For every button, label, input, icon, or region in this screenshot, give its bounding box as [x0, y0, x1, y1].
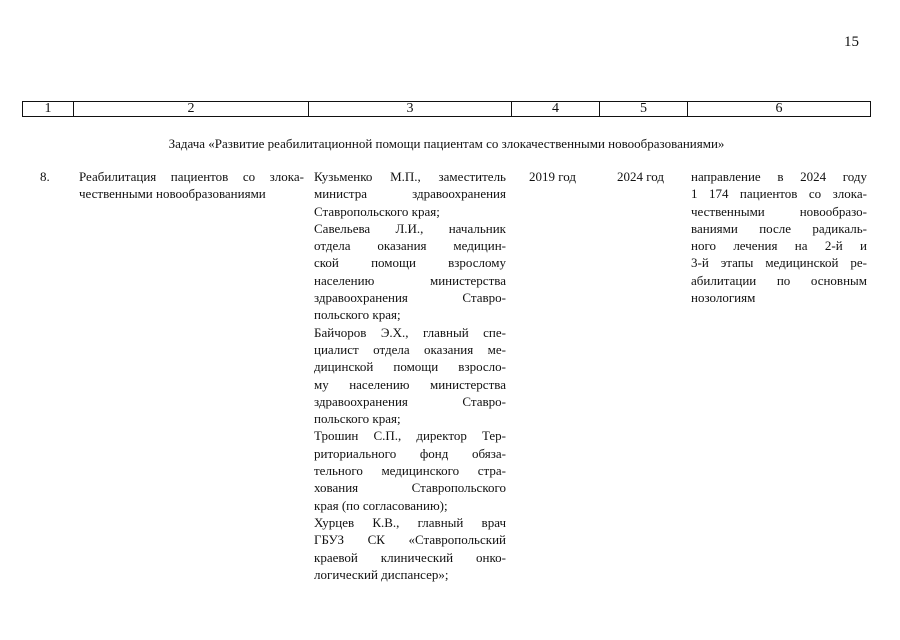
responsible-line: риториального фонд обяза-	[314, 445, 506, 461]
responsible-line: отдела оказания медицин-	[314, 238, 506, 254]
result-line: ваниями после радикаль-	[691, 220, 867, 236]
result-line: ного лечения на 2-й и	[691, 238, 867, 254]
responsible-line: циалист отдела оказания ме-	[314, 341, 506, 357]
responsible-line: Савельева Л.И., начальник	[314, 220, 506, 236]
responsible-persons	[314, 168, 506, 583]
responsible-line: ской помощи взрослому	[314, 255, 506, 271]
responsible-line: края (по согласованию);	[314, 497, 448, 513]
responsible-line: му населению министерства	[314, 376, 506, 392]
responsible-line: польского края;	[314, 411, 401, 427]
responsible-line: здравоохранения Ставро-	[314, 290, 506, 306]
responsible-line: Кузьменко М.П., заместитель	[314, 169, 506, 184]
header-column-2: 2	[74, 102, 309, 116]
responsible-line: Трошин С.П., директор Тер-	[314, 428, 506, 444]
result-line: абилитации по основным	[691, 272, 867, 288]
responsible-line: ГБУЗ СК «Ставропольский	[314, 532, 506, 548]
header-column-3: 3	[309, 102, 512, 116]
result-line: нозологиям	[691, 290, 756, 306]
responsible-line: краевой клинический онко-	[314, 549, 506, 565]
task-title: Задача «Развитие реабилитационной помощи пациентам со злокачественными новообразованиями»	[168, 136, 725, 151]
column-number-header	[22, 101, 871, 117]
result-line: 1 174 пациентов со злока-	[691, 186, 867, 202]
header-column-1: 1	[23, 102, 74, 116]
start-date: 2019 год	[529, 169, 576, 184]
measure-name	[79, 168, 304, 203]
result-line: 3-й этапы медицинской ре-	[691, 255, 867, 271]
page-number: 15	[844, 34, 859, 50]
responsible-line: министра здравоохранения	[314, 186, 506, 202]
responsible-line: здравоохранения Ставро-	[314, 393, 506, 409]
result-line: чественными новообразо-	[691, 203, 867, 219]
responsible-line: Ставропольского края;	[314, 203, 440, 219]
responsible-line: польского края;	[314, 307, 401, 323]
responsible-line: Хурцев К.В., главный врач	[314, 514, 506, 530]
responsible-line: хования Ставропольского	[314, 480, 506, 496]
row-number: 8.	[40, 169, 50, 184]
result-line: направление в 2024 году	[691, 169, 867, 184]
responsible-line: населению министерства	[314, 272, 506, 288]
expected-result	[691, 168, 867, 306]
responsible-line: дицинской помощи взросло-	[314, 359, 506, 375]
header-column-5: 5	[600, 102, 688, 116]
end-date: 2024 год	[617, 169, 664, 184]
measure-name-line: Реабилитация пациентов со злока-	[79, 169, 304, 184]
responsible-line: тельного медицинского стра-	[314, 463, 506, 479]
measure-name-line: чественными новообразованиями	[79, 186, 266, 202]
responsible-line: Байчоров Э.Х., главный спе-	[314, 324, 506, 340]
header-column-4: 4	[512, 102, 600, 116]
header-column-6: 6	[775, 101, 783, 116]
responsible-line: логический диспансер»;	[314, 566, 449, 582]
